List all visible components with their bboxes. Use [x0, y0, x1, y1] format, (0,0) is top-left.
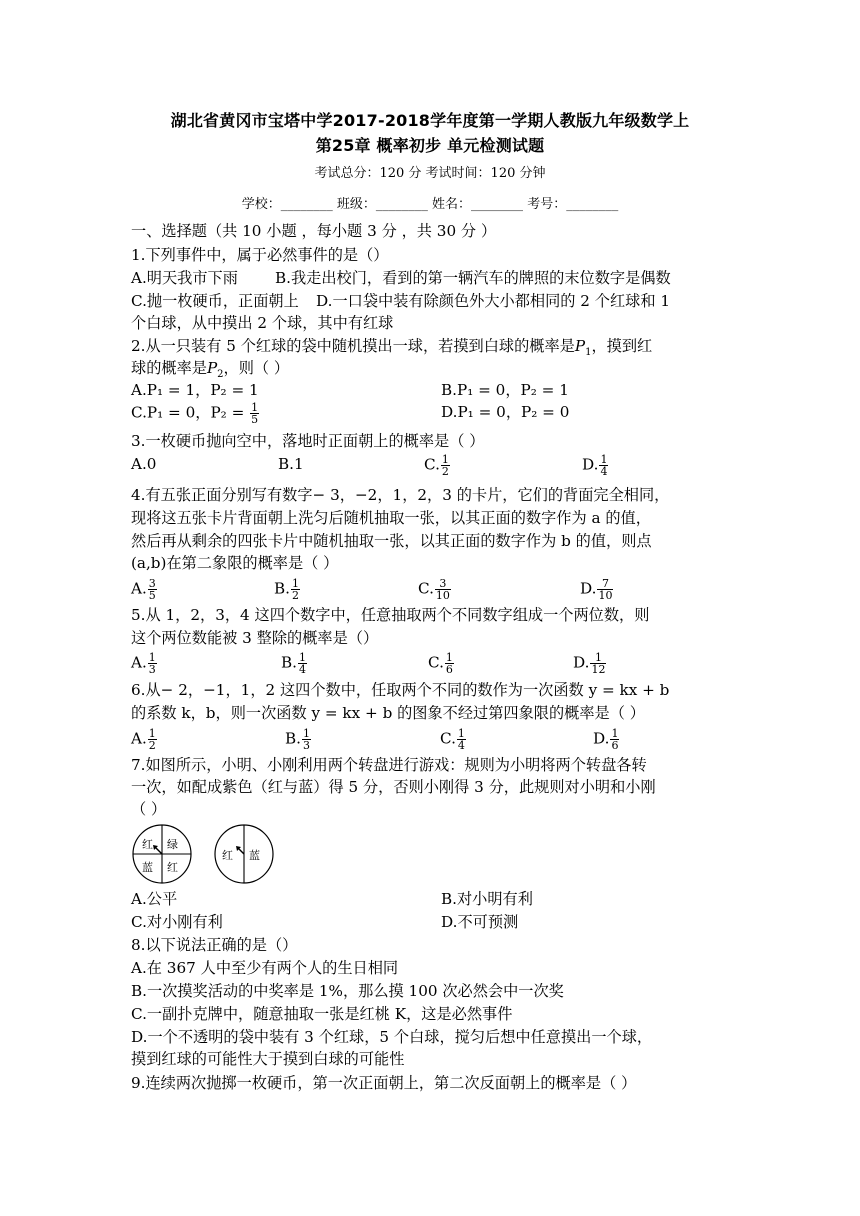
spinner1-sector-br: 红	[167, 861, 178, 874]
q5-option-b-fraction	[298, 652, 307, 675]
q7-line1: 7.如图所示，小明、小刚利用两个转盘进行游戏：规则为小明将两个转盘各转	[131, 756, 647, 774]
spinner-two-sector	[213, 823, 275, 885]
fraction-numerator: 1	[299, 651, 306, 664]
fraction-numerator: 1	[148, 727, 156, 740]
spinner1-sector-tr: 绿	[167, 838, 178, 851]
q3-option-d	[582, 454, 608, 477]
q2-p1-sub: 1	[585, 347, 592, 359]
fraction-denominator: 6	[445, 663, 453, 676]
q4-line3: 然后再从剩余的四张卡片中随机抽取一张，以其正面的数字作为 b 的值，则点	[131, 532, 652, 550]
q6-option-c-fraction	[457, 728, 466, 751]
q3-option-c-fraction	[441, 454, 450, 477]
q9-stem: 9.连续两次抛掷一枚硬币，第一次正面朝上，第二次反面朝上的概率是（ ）	[131, 1074, 637, 1092]
q6-option-d	[593, 728, 619, 751]
q2-p1-symbol: P	[574, 337, 586, 355]
q4-line2: 现将这五张卡片背面朝上洗匀后随机抽取一张，以其正面的数字作为 a 的值，	[131, 509, 651, 527]
spinner2-sector-right: 蓝	[249, 849, 260, 862]
option-label: D.	[573, 653, 590, 672]
q4-line1: 4.有五张正面分别写有数字− 3，−2，1，2，3 的卡片，它们的背面完全相同，	[131, 486, 670, 504]
q1-option-d-line1: D.一口袋中装有除颜色外大小都相同的 2 个红球和 1	[316, 292, 671, 310]
option-label: A.	[131, 653, 147, 672]
q2-option-c	[131, 402, 259, 425]
q1-option-d-line2: 个白球，从中摸出 2 个球，其中有红球	[131, 314, 394, 332]
option-label: A.	[131, 579, 147, 598]
fraction-denominator: 10	[598, 589, 613, 602]
q4-line4: (a,b)在第二象限的概率是（ ）	[131, 554, 339, 572]
q5-option-b	[281, 652, 307, 675]
q7-line3: （ ）	[131, 800, 167, 818]
q6-option-b-fraction	[302, 728, 311, 751]
q4-option-c-fraction	[435, 578, 451, 601]
q4-option-b-fraction	[291, 578, 300, 601]
fraction-numerator: 7	[597, 578, 613, 590]
q5-option-c-fraction	[445, 652, 454, 675]
q3-option-a: A.0	[131, 455, 157, 473]
q2-p2-sub: 2	[217, 369, 224, 381]
fraction-denominator: 3	[148, 663, 156, 676]
fraction-numerator: 1	[292, 577, 299, 590]
q4-option-b	[274, 578, 300, 601]
q2-option-c-fraction	[250, 402, 259, 425]
option-label: A.	[131, 729, 147, 748]
fraction-denominator: 10	[435, 589, 450, 602]
fraction-numerator: 1	[445, 651, 453, 664]
q8-option-d-line2: 摸到红球的可能性大于摸到白球的可能性	[131, 1050, 405, 1068]
option-label: C.	[428, 653, 444, 672]
q2-p2-symbol: P	[206, 359, 218, 377]
q4-option-a-fraction	[148, 578, 157, 601]
q4-option-d	[580, 578, 613, 601]
q2-option-c-text: C.P₁ = 0，P₂ =	[131, 403, 245, 422]
q5-option-c	[428, 652, 454, 675]
q6-option-a-fraction	[148, 728, 157, 751]
q2-stem2-b: ，则（ ）	[223, 359, 290, 377]
fraction-denominator: 2	[441, 465, 449, 478]
spinner1-sector-bl: 蓝	[142, 861, 153, 874]
q5-option-a	[131, 652, 157, 675]
fraction-numerator: 1	[600, 453, 608, 466]
q8-option-c: C.一副扑克牌中，随意抽取一张是红桃 K，这是必然事件	[131, 1005, 513, 1023]
q6-option-d-fraction	[610, 728, 619, 751]
fraction-denominator: 4	[299, 663, 306, 676]
fraction-denominator: 12	[591, 663, 606, 676]
q6-option-c	[440, 728, 466, 751]
spinner1-sector-tl: 红	[142, 838, 153, 851]
q2-stem1-b: ，摸到红	[591, 337, 653, 355]
q6-line2: 的系数 k，b，则一次函数 y = kx + b 的图象不经过第四象限的概率是（ ）	[131, 704, 645, 722]
q8-stem: 8.以下说法正确的是（）	[131, 936, 298, 954]
q7-option-a: A.公平	[131, 890, 178, 908]
q5-line1: 5.从 1，2，3，4 这四个数字中，任意抽取两个不同数字组成一个两位数，则	[131, 606, 650, 624]
q4-option-a	[131, 578, 157, 601]
fraction-denominator: 5	[251, 413, 259, 426]
q3-option-b: B.1	[278, 455, 304, 473]
exam-title-line2: 第25章 概率初步 单元检测试题	[315, 136, 545, 155]
fraction-numerator: 1	[251, 401, 259, 414]
option-label: C.	[440, 729, 456, 748]
q1-option-b: B.我走出校门，看到的第一辆汽车的牌照的末位数字是偶数	[275, 269, 671, 287]
student-fields: 学校：________ 班级：________ 姓名：________ 考号：________	[241, 197, 619, 212]
q8-option-a: A.在 367 人中至少有两个人的生日相同	[131, 959, 399, 977]
q4-option-c	[418, 578, 451, 601]
q7-option-c: C.对小刚有利	[131, 913, 223, 931]
fraction-denominator: 3	[303, 739, 310, 752]
fraction-numerator: 1	[457, 727, 465, 740]
option-label: C.	[424, 455, 440, 474]
fraction-denominator: 4	[600, 465, 608, 478]
section-heading: 一、选择题（共 10 小题 ，每小题 3 分 ，共 30 分 ）	[131, 222, 497, 240]
q7-option-b: B.对小明有利	[441, 890, 533, 908]
q8-option-b: B.一次摸奖活动的中奖率是 1%，那么摸 100 次必然会中一次奖	[131, 982, 564, 1000]
q2-option-b: B.P₁ = 0，P₂ = 1	[441, 381, 569, 399]
fraction-denominator: 2	[292, 589, 299, 602]
spinner2-sector-left: 红	[222, 849, 233, 862]
option-label: B.	[274, 579, 290, 598]
q5-option-d-fraction	[590, 652, 606, 675]
option-label: D.	[580, 579, 597, 598]
q1-stem: 1.下列事件中，属于必然事件的是（）	[131, 246, 389, 264]
fraction-denominator: 5	[148, 589, 156, 602]
q3-stem: 3.一枚硬币抛向空中，落地时正面朝上的概率是（ ）	[131, 432, 485, 450]
fraction-numerator: 1	[303, 727, 310, 740]
fraction-numerator: 3	[435, 578, 451, 590]
q7-line2: 一次，如配成紫色（红与蓝）得 5 分，否则小刚得 3 分，此规则对小明和小刚	[131, 778, 656, 796]
q5-option-a-fraction	[148, 652, 157, 675]
option-label: B.	[285, 729, 301, 748]
q2-stem2-a: 球的概率是	[131, 359, 207, 377]
fraction-numerator: 1	[441, 453, 449, 466]
spinner-four-sector	[131, 823, 193, 885]
q1-option-a: A.明天我市下雨	[131, 269, 238, 287]
exam-info: 考试总分：120 分 考试时间：120 分钟	[314, 166, 546, 181]
fraction-denominator: 6	[611, 739, 619, 752]
fraction-numerator: 1	[611, 727, 619, 740]
q2-option-d: D.P₁ = 0，P₂ = 0	[441, 403, 570, 421]
fraction-denominator: 4	[457, 739, 465, 752]
option-label: D.	[582, 455, 599, 474]
fraction-numerator: 3	[148, 577, 156, 590]
fraction-denominator: 2	[148, 739, 156, 752]
q6-option-a	[131, 728, 157, 751]
q6-line1: 6.从− 2，−1，1，2 这四个数中，任取两个不同的数作为一次函数 y = kx + b	[131, 681, 670, 699]
q5-line2: 这个两位数能被 3 整除的概率是（）	[131, 629, 379, 647]
q2-option-a: A.P₁ = 1，P₂ = 1	[131, 381, 259, 399]
q8-option-d-line1: D.一个不透明的袋中装有 3 个红球，5 个白球，搅匀后想中任意摸出一个球，	[131, 1028, 653, 1046]
fraction-numerator: 1	[148, 651, 156, 664]
option-label: D.	[593, 729, 610, 748]
option-label: C.	[418, 579, 434, 598]
exam-title-line1: 湖北省黄冈市宝塔中学2017-2018学年度第一学期人教版九年级数学上	[170, 111, 690, 130]
q2-stem1-a: 2.从一只装有 5 个红球的袋中随机摸出一球，若摸到白球的概率是	[131, 337, 575, 355]
q6-option-b	[285, 728, 311, 751]
q3-option-d-fraction	[599, 454, 608, 477]
option-label: B.	[281, 653, 297, 672]
q5-option-d	[573, 652, 606, 675]
q1-option-c: C.抛一枚硬币，正面朝上	[131, 292, 299, 310]
q3-option-c	[424, 454, 450, 477]
q7-option-d: D.不可预测	[441, 913, 519, 931]
fraction-numerator: 1	[590, 652, 606, 664]
q4-option-d-fraction	[597, 578, 613, 601]
